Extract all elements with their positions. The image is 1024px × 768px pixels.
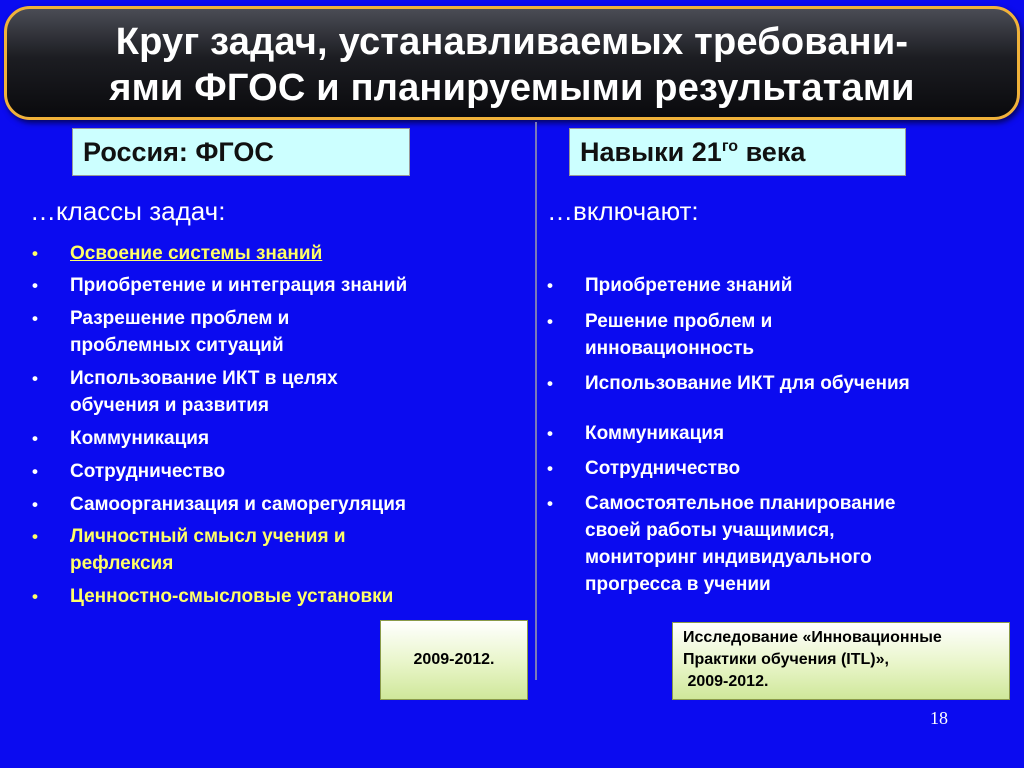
list-item-text: Приобретение и интеграция знаний (70, 275, 408, 296)
right-header-tail: века (738, 137, 806, 167)
bullet-icon: • (547, 424, 553, 443)
list-item-text: Личностный смысл учения и (70, 526, 346, 547)
source-note-box (672, 622, 1010, 700)
list-item-text: Ценностно-смысловые установки (70, 586, 394, 607)
bullet-icon: • (547, 374, 553, 393)
title-line-2: ями ФГОС и планируемыми результатами (109, 67, 915, 109)
list-item-text: Использование ИКТ в целях (70, 368, 338, 389)
list-item-text: мониторинг индивидуального (585, 547, 872, 568)
bullet-icon: • (32, 429, 38, 448)
right-header-main: Навыки 21 (580, 137, 722, 167)
list-item-text: Коммуникация (585, 423, 725, 444)
bullet-icon: • (32, 495, 38, 514)
bullet-icon: • (547, 494, 553, 513)
list-item-text: Сотрудничество (70, 461, 226, 482)
bullet-icon: • (547, 276, 553, 295)
left-lead-text: …классы задач: (30, 196, 226, 226)
list-item-text: рефлексия (70, 553, 174, 574)
list-item-text: Приобретение знаний (585, 275, 793, 296)
bullet-icon: • (32, 244, 38, 263)
list-item-text: Коммуникация (70, 428, 210, 449)
bullet-icon: • (32, 587, 38, 606)
right-column-header (569, 128, 906, 176)
list-item-text: инновационность (585, 338, 755, 359)
list-item-text: Использование ИКТ для обучения (585, 373, 910, 394)
title-line-1: Круг задач, устанавливаемых требовани- (115, 21, 909, 63)
list-item-text: Решение проблем и (585, 311, 773, 332)
column-divider (535, 122, 537, 680)
list-item-text: Освоение системы знаний (70, 243, 323, 264)
bullet-icon: • (32, 309, 38, 328)
list-item-text: Разрешение проблем и (70, 308, 290, 329)
source-line-3: 2009-2012. (683, 673, 769, 690)
bullet-icon: • (32, 462, 38, 481)
list-item-text: Самоорганизация и саморегуляция (70, 494, 407, 515)
date-note-box (380, 620, 528, 700)
bullet-icon: • (32, 276, 38, 295)
slide-title (7, 19, 1017, 111)
right-header-superscript: го (721, 138, 739, 155)
list-item-text: обучения и развития (70, 395, 270, 416)
date-note: 2009-2012. (413, 651, 495, 668)
list-item-text: своей работы учащимися, (585, 520, 835, 541)
title-banner (4, 6, 1020, 120)
list-item-text: проблемных ситуаций (70, 335, 284, 356)
page-number: 18 (930, 708, 948, 728)
source-line-2: Практики обучения (ITL)», (683, 651, 889, 668)
bullet-icon: • (547, 459, 553, 478)
bullet-icon: • (547, 312, 553, 331)
bullet-icon: • (32, 527, 38, 546)
list-item-text: Самостоятельное планирование (585, 493, 896, 514)
list-item-text: прогресса в учении (585, 574, 771, 595)
right-lead-text: …включают: (547, 196, 699, 226)
left-column-header: Россия: ФГОС (72, 128, 410, 176)
source-line-1: Исследование «Инновационные (683, 629, 942, 646)
list-item-text: Сотрудничество (585, 458, 741, 479)
bullet-icon: • (32, 369, 38, 388)
